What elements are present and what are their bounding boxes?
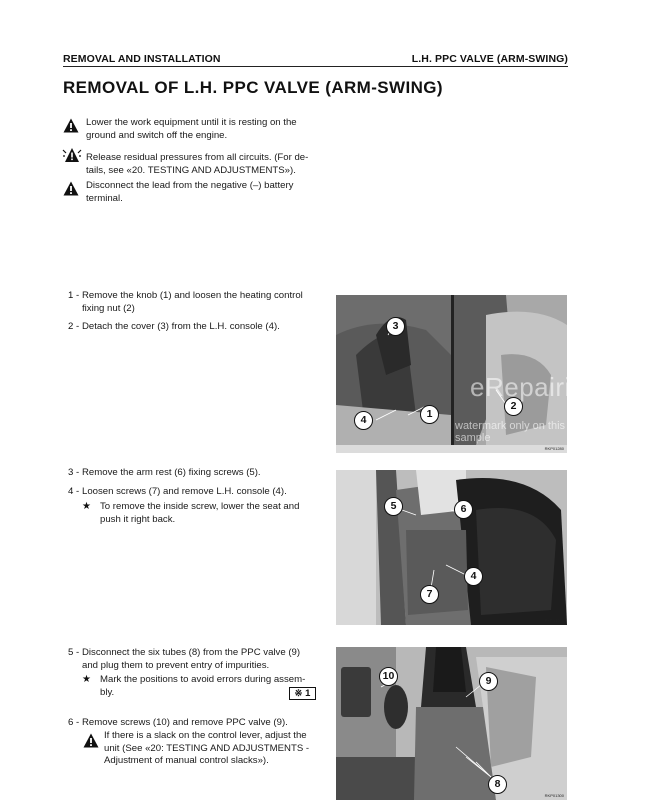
step-6-number: 6 - [68,717,80,728]
warning-3-line-2: terminal. [86,192,123,204]
step-6-text [82,717,318,730]
callout-2: 2 [504,397,523,416]
step-5-note [100,674,317,699]
photo-ppc-valve-drawing [336,647,567,800]
step-5-line-1: Disconnect the six tubes (8) from the PPC valve (9) [82,647,301,658]
header-section-title: REMOVAL AND INSTALLATION [63,53,221,65]
step-2-line-1: Detach the cover (3) from the L.H. console (4). [82,321,280,332]
photo-code: RKP01290 [544,618,564,623]
callout-6: 6 [454,500,473,519]
step-4-line-1: Loosen screws (7) and remove L.H. console (4). [82,486,287,497]
photo-code: RKP01300 [544,793,564,798]
callout-1: 1 [420,405,439,424]
step-6-warning [104,730,317,768]
photo-console [336,470,567,625]
header-rule [63,66,568,67]
step-5-line-2: and plug them to prevent entry of impurities. [82,659,270,671]
warning-triangle-icon [63,118,79,133]
step-4-number: 4 - [68,486,80,497]
step-5-number: 5 - [68,647,80,658]
header-component-title: L.H. PPC VALVE (ARM-SWING) [411,53,568,65]
step-4-text [82,486,318,499]
step-3-line-1: Remove the arm rest (6) fixing screws (5). [82,467,261,478]
callout-10: 10 [379,667,398,686]
page-title: REMOVAL OF L.H. PPC VALVE (ARM-SWING) [63,78,443,97]
step-5-text [82,647,318,672]
callout-4-console: 4 [464,567,483,586]
step-6-warning-line-2: unit (See «20: TESTING AND ADJUSTMENTS - [104,742,310,754]
photo-ppc-valve [336,647,567,800]
watermark-sub: watermark only on this sample [455,420,566,444]
callout-8: 8 [488,775,507,794]
step-1-line-1: Remove the knob (1) and loosen the heating control [82,290,303,301]
step-1-text [82,290,318,315]
warning-2-line-1: Release residual pressures from all circuits. (For de- [86,152,309,163]
callout-3: 3 [386,317,405,336]
warning-2-text [86,152,317,177]
step-1-line-2: fixing nut (2) [82,302,135,314]
callout-7: 7 [420,585,439,604]
warning-3-line-1: Disconnect the lead from the negative (–) battery [86,180,294,191]
step-3-text [82,467,318,480]
warning-triangle-icon [63,181,79,196]
warning-1-text [86,117,317,142]
warning-1-line-1: Lower the work equipment until it is resting on the [86,117,297,128]
step-6-warning-line-3: Adjustment of manual control slacks»). [104,755,269,766]
step-2-text [82,321,318,334]
step-1-number: 1 - [68,290,80,301]
reference-mark: ※ 1 [289,687,316,700]
callout-5: 5 [384,497,403,516]
step-6-line-1: Remove screws (10) and remove PPC valve (9). [82,717,288,728]
pressure-release-icon [62,147,82,164]
star-note-icon: ★ [82,501,91,512]
photo-console-drawing [336,470,567,625]
step-4-note [100,501,317,526]
star-note-icon: ★ [82,674,91,685]
step-5-note-line-1: Mark the positions to avoid errors during assem- [100,674,306,685]
callout-9: 9 [479,672,498,691]
warning-2-line-2: tails, see «20. TESTING AND ADJUSTMENTS»). [86,164,296,176]
warning-triangle-icon [83,733,99,748]
step-2-number: 2 - [68,321,80,332]
step-3-number: 3 - [68,467,80,478]
step-5-note-line-2: bly. [100,686,115,698]
warning-1-line-2: ground and switch off the engine. [86,129,228,141]
callout-4: 4 [354,411,373,430]
step-4-note-line-1: To remove the inside screw, lower the seat and [100,501,300,512]
step-4-note-line-2: push it right back. [100,513,176,525]
photo-code: RKP01280 [544,446,564,451]
watermark-main: eRepairinfo.com [470,372,667,402]
step-6-warning-line-1: If there is a slack on the control lever, adjust the [104,730,307,741]
warning-3-text [86,180,317,205]
